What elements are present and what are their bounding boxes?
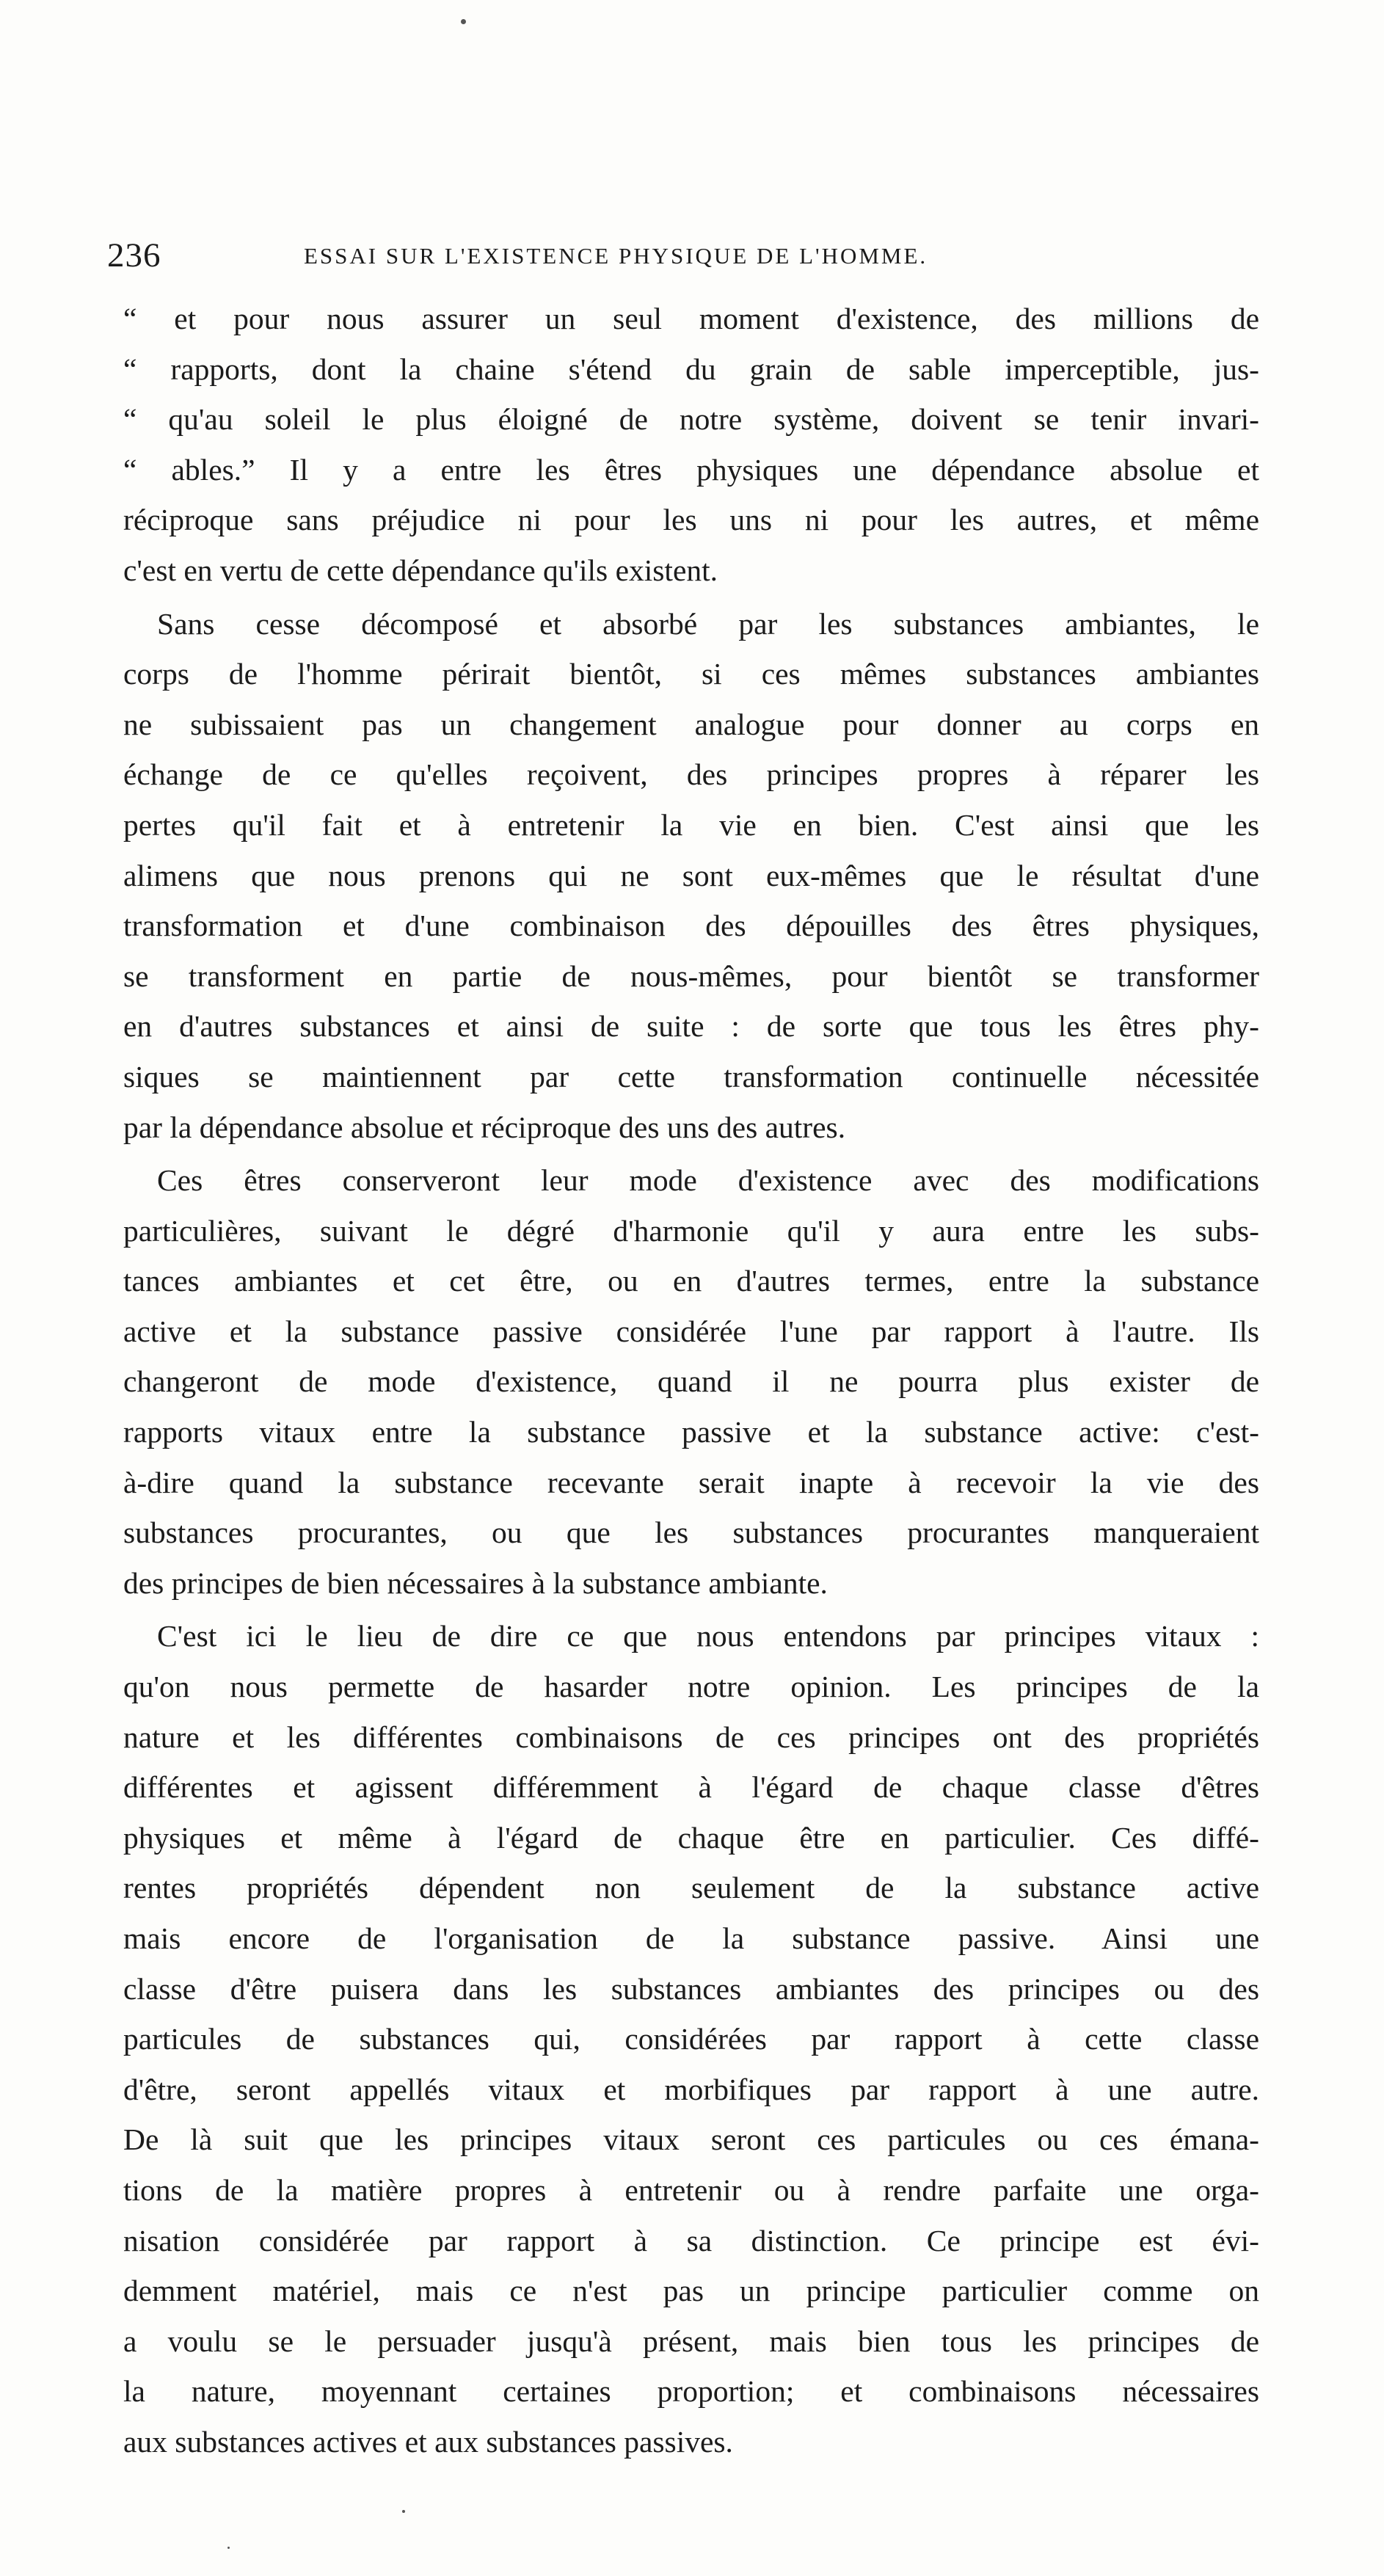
paragraph [123, 1155, 1259, 1608]
text-line: “ et pour nous assurer un seul moment d'existence, des millions de [123, 302, 1259, 335]
text-line: réciproque sans préjudice ni pour les uns ni pour les autres, et même [123, 503, 1259, 537]
print-speck [227, 2547, 230, 2549]
text-line: mais encore de l'organisation de la substance passive. Ainsi une [123, 1921, 1259, 1955]
text-line: substances procurantes, ou que les substances procurantes manqueraient [123, 1516, 1259, 1550]
text-line: physiques et même à l'égard de chaque être en particulier. Ces diffé- [123, 1820, 1259, 1855]
running-title: ESSAI SUR L'EXISTENCE PHYSIQUE DE L'HOMME. [304, 243, 928, 269]
text-line: se transforment en partie de nous-mêmes, pour bientôt se transformer [123, 958, 1259, 993]
text-line: transformation et d'une combinaison des dépouilles des êtres physiques, [123, 909, 1259, 943]
text-line: corps de l'homme périrait bientôt, si ces mêmes substances ambiantes [123, 657, 1259, 691]
text-line: c'est en vertu de cette dépendance qu'ils existent. [123, 553, 718, 587]
text-line: aux substances actives et aux substances passives. [123, 2424, 733, 2459]
text-line: Sans cesse décomposé et absorbé par les substances ambiantes, le [157, 606, 1259, 641]
text-line: changeront de mode d'existence, quand il ne pourra plus exister de [123, 1364, 1259, 1399]
text-line: des principes de bien nécessaires à la substance ambiante. [123, 1565, 828, 1600]
text-line: nature et les différentes combinaisons de ces principes ont des propriétés [123, 1720, 1259, 1754]
text-line: qu'on nous permette de hasarder notre opinion. Les principes de la [123, 1670, 1259, 1704]
print-speck [461, 19, 466, 24]
paragraph [123, 599, 1259, 1153]
text-line: “ ables.” Il y a entre les êtres physiques une dépendance absolue et [123, 452, 1259, 487]
page-number: 236 [107, 236, 161, 274]
text-line: rapports vitaux entre la substance passive et la substance active: c'est- [123, 1415, 1259, 1449]
text-line: échange de ce qu'elles reçoivent, des principes propres à réparer les [123, 757, 1259, 792]
text-line: rentes propriétés dépendent non seulement de la substance active [123, 1871, 1259, 1905]
paragraph [123, 294, 1259, 596]
text-line: en d'autres substances et ainsi de suite : de sorte que tous les êtres phy- [123, 1009, 1259, 1044]
text-line: active et la substance passive considérée l'une par rapport à l'autre. Ils [123, 1314, 1259, 1348]
text-line: particulières, suivant le dégré d'harmonie qu'il y aura entre les subs- [123, 1213, 1259, 1248]
text-line: différentes et agissent différemment à l'égard de chaque classe d'êtres [123, 1770, 1259, 1805]
print-speck [402, 2510, 405, 2513]
text-line: a voulu se le persuader jusqu'à présent, mais bien tous les principes de [123, 2324, 1259, 2358]
text-line: d'être, seront appellés vitaux et morbifiques par rapport à une autre. [123, 2072, 1259, 2106]
paragraph [123, 1611, 1259, 2467]
text-line: classe d'être puisera dans les substances ambiantes des principes ou des [123, 1971, 1259, 2006]
text-line: siques se maintiennent par cette transformation continuelle nécessitée [123, 1059, 1259, 1094]
text-line: demment matériel, mais ce n'est pas un principe particulier comme on [123, 2274, 1259, 2308]
text-line: nisation considérée par rapport à sa distinction. Ce principe est évi- [123, 2223, 1259, 2257]
text-line: tions de la matière propres à entretenir ou à rendre parfaite une orga- [123, 2172, 1259, 2207]
text-line: pertes qu'il fait et à entretenir la vie en bien. C'est ainsi que les [123, 807, 1259, 842]
text-line: De là suit que les principes vitaux seront ces particules ou ces émana- [123, 2122, 1259, 2157]
text-line: alimens que nous prenons qui ne sont eux-mêmes que le résultat d'une [123, 858, 1259, 892]
text-line: “ qu'au soleil le plus éloigné de notre système, doivent se tenir invari- [123, 402, 1259, 437]
text-line: Ces êtres conserveront leur mode d'existence avec des modifications [157, 1163, 1259, 1198]
text-line: particules de substances qui, considérées par rapport à cette classe [123, 2022, 1259, 2056]
text-line: C'est ici le lieu de dire ce que nous entendons par principes vitaux : [157, 1619, 1259, 1653]
text-line: à-dire quand la substance recevante serait inapte à recevoir la vie des [123, 1465, 1259, 1499]
page-header [107, 233, 1274, 277]
text-line: “ rapports, dont la chaine s'étend du grain de sable imperceptible, jus- [123, 352, 1259, 386]
text-line: ne subissaient pas un changement analogue pour donner au corps en [123, 707, 1259, 741]
body-text [123, 294, 1259, 2470]
text-line: tances ambiantes et cet être, ou en d'autres termes, entre la substance [123, 1264, 1259, 1298]
text-line: par la dépendance absolue et réciproque des uns des autres. [123, 1110, 846, 1144]
text-line: la nature, moyennant certaines proportion; et combinaisons nécessaires [123, 2374, 1259, 2409]
